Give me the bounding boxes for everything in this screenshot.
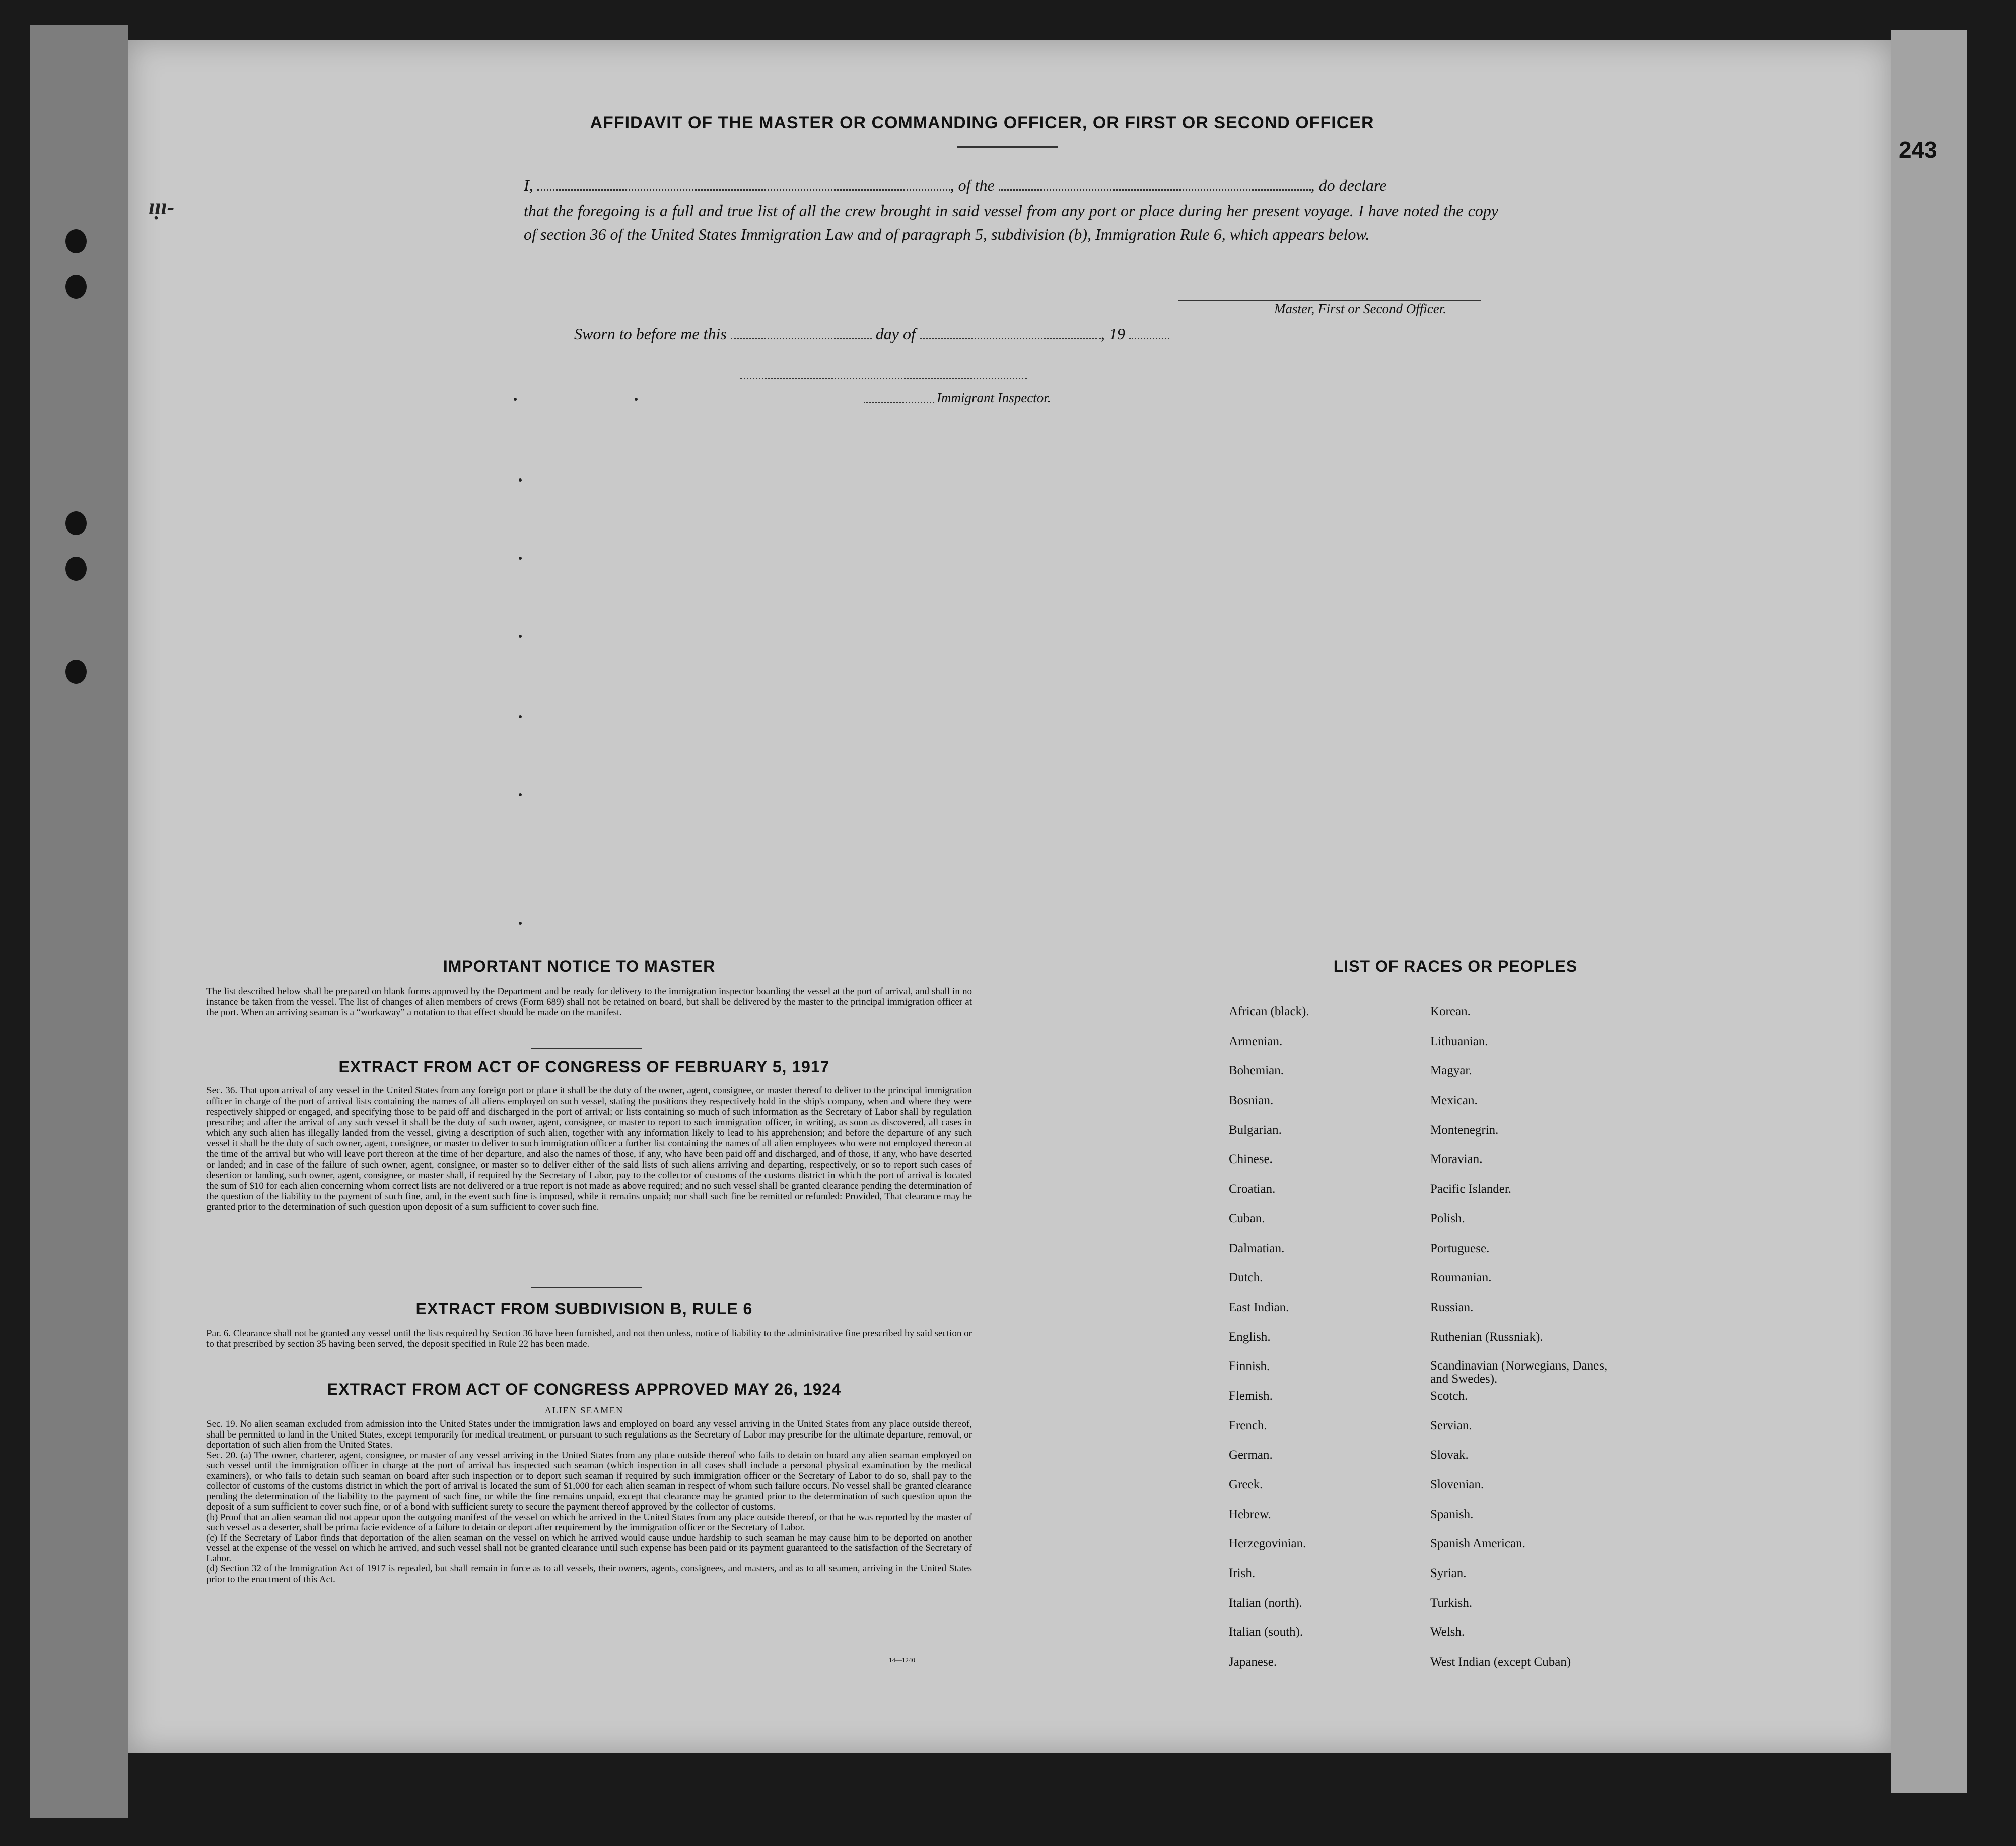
vessel-blank [999, 184, 1311, 191]
year-blank [1129, 333, 1169, 339]
bleedthrough-dot [514, 398, 517, 401]
extract3-paragraph: (c) If the Secretary of Labor finds that deportation of the alien seaman on the vessel on which he arrived would cause undue hardship to such seaman he may cause him to be deported on another vessel at the expense of the vessel on which he arrived, and such vessel shall not be granted clearance until such expense has been paid or its payment guaranteed to the satisfaction of the Secretary of Labor. [206, 1532, 972, 1564]
race-item: Italian (south). [1229, 1625, 1303, 1639]
extract2-body: Par. 6. Clearance shall not be granted any vessel until the lists required by Section 36 have been furnished, and not then unless, notice of liability to the administrative fine prescribed by said section or to that prescribed by section 35 having been served, the deposit specified in Rule 22 has been made. [206, 1328, 972, 1349]
race-item: Dutch. [1229, 1271, 1263, 1285]
race-item: Pacific Islander. [1430, 1182, 1512, 1196]
name-blank [537, 184, 950, 191]
race-item: Spanish. [1430, 1507, 1474, 1521]
race-item: German. [1229, 1448, 1273, 1462]
race-item: Irish. [1229, 1566, 1256, 1581]
race-item: Portuguese. [1430, 1241, 1490, 1255]
extract3-paragraph: (d) Section 32 of the Immigration Act of 1917 is repealed, but shall remain in force as to all vessels, their owners, agents, consignees, and masters, and as to all seamen, arriving in the United States prior to the enactment of this Act. [206, 1563, 972, 1585]
extract1-body: Sec. 36. That upon arrival of any vessel in the United States from any foreign port or place it shall be the duty of the owner, agent, consignee, or master thereof to deliver to the principal immigration officer in charge of the port of arrival lists containing the names of all aliens employed on such vessel, stating the positions they respectively hold in the ship's company, when and where they were respectively shipped or engaged, and specifying those to be paid off and discharged in the port of arrival; or lists containing so much of such information as the Secretary of Labor shall by regulation prescribe; and after the arrival of any such vessel it shall be the duty of such owner, agent, consignee, or master to report to such immigration officer, in writing, as soon as discovered, all cases in which any such alien has illegally landed from the vessel, giving a description of such alien, together with any information likely to lead to his apprehension; and before the departure of any such vessel it shall be the duty of such owner, agent, consignee, or master to deliver to such immigration officer a further list containing the names of all alien employees who were not employed thereon at the time of the arrival but who will leave port thereon at the time of her departure, and also the names of those, if any, who have been paid off and discharged, and of those, if any, who have deserted or landed; and in case of the failure of such owner, agent, consignee, or master so to deliver either of the said lists of such aliens arriving and departing, respectively, or so to report such cases of desertion or landing, such owner, agent, consignee, or master shall, if required by the Secretary of Labor, pay to the collector of customs of the customs district in which the port of arrival is located the sum of $10 for each alien concerning whom correct lists are not delivered or a true report is not made as above required; and no such vessel shall be granted clearance pending the determination of the question of the liability to the payment of such fine, and, in the event such fine is imposed, while it remains unpaid; nor shall such fine be remitted or refunded: Provided, That clearance may be granted prior to the determination of such question upon deposit of a sum sufficient to cover such fine. [206, 1085, 972, 1212]
extract3-paragraph: Sec. 20. (a) The owner, charterer, agent, consignee, or master of any vessel arriving in the United States from any place outside thereof who fails to detain on board any alien seaman employed on such vessel until the immigration officer in charge at the port of arrival has inspected such seaman (which inspection in all cases shall include a personal physical examination by the medical examiners), or who fails to detain such seaman on board after such inspection or to deport such seaman if required by such immigration officer or the Secretary of Labor to do so, shall pay to the collector of customs of the customs district in which the port of arrival is located the sum of $1,000 for each alien seaman in respect of whom such failure occurs. No vessel shall be granted clearance pending the determination of the liability to the payment of such fine, or while the fine remains unpaid, except that clearance may be granted prior to the determination of such question upon the deposit of a sum sufficient to cover such fine, or of a bond with sufficient surety to secure the payment thereof approved by the collector of customs. [206, 1450, 972, 1512]
notice-title: IMPORTANT NOTICE TO MASTER [443, 957, 716, 975]
binder-hole [65, 275, 87, 299]
bleedthrough-dot [519, 793, 522, 796]
page-number: 243 [1899, 136, 1937, 163]
race-item: Welsh. [1430, 1625, 1465, 1639]
race-item: Syrian. [1430, 1566, 1467, 1581]
sworn-statement [574, 325, 1169, 344]
affidavit-title: AFFIDAVIT OF THE MASTER OR COMMANDING OFFICER, OR FIRST OR SECOND OFFICER [590, 113, 1374, 132]
affidavit-paragraph: that the foregoing is a full and true list of all the crew brought in said vessel from any port or place during her present voyage. I have noted the copy of section 36 of the United States Immigration Law and of paragraph 5, subdivision (b), Immigration Rule 6, which appears below. [524, 201, 1498, 243]
race-item: Italian (north). [1229, 1596, 1302, 1610]
form-number: 14—1240 [889, 1656, 915, 1664]
signature-label: Master, First or Second Officer. [1274, 301, 1446, 316]
race-item: Cuban. [1229, 1211, 1265, 1225]
bleedthrough-dot [519, 715, 522, 718]
race-item: Slovenian. [1430, 1478, 1484, 1491]
race-item: Scotch. [1430, 1389, 1468, 1403]
sworn-start: Sworn to before me this [574, 325, 727, 343]
race-item: West Indian (except Cuban) [1430, 1655, 1571, 1669]
race-item: English. [1229, 1330, 1271, 1344]
races-list-right [1430, 1005, 1622, 1685]
affidavit-line1-mid: , of the [950, 176, 995, 194]
race-item: African (black). [1229, 1005, 1309, 1018]
race-item: Dalmatian. [1229, 1241, 1285, 1255]
race-item: Montenegrin. [1430, 1123, 1499, 1137]
bleedthrough-dot [519, 922, 522, 925]
race-item: Armenian. [1229, 1034, 1283, 1048]
title-rule [957, 146, 1058, 148]
extract3-subtitle: ALIEN SEAMEN [544, 1405, 624, 1415]
inspector-signature-line [740, 378, 1027, 379]
race-item: Greek. [1229, 1478, 1263, 1491]
sworn-end: , 19 [1100, 325, 1125, 343]
race-item: Mexican. [1430, 1093, 1478, 1108]
race-item: Japanese. [1229, 1655, 1277, 1669]
section-divider [531, 1287, 642, 1288]
race-item: Bohemian. [1229, 1064, 1284, 1078]
binder-hole [65, 557, 87, 581]
binder-hole [65, 229, 87, 253]
inspector-label: Immigrant Inspector. [937, 390, 1051, 405]
race-item: Finnish. [1229, 1359, 1270, 1374]
race-item: Korean. [1430, 1005, 1471, 1018]
notice-body: The list described below shall be prepared on blank forms approved by the Department and be ready for delivery to the immigration inspector boarding the vessel at the port of arrival, and shall in no instance be taken from the vessel. The list of changes of alien members of crews (Form 689) shall not be retained on board, but shall be delivered by the master to the principal immigration officer at the port. When an arriving seaman is a “workaway” a notation to that effect should be made on the manifest. [206, 986, 972, 1018]
affidavit-declaration-line [524, 176, 1386, 195]
race-item: Flemish. [1229, 1389, 1273, 1403]
bleedthrough-dot [635, 398, 638, 401]
race-item: French. [1229, 1418, 1267, 1432]
binder-hole [65, 660, 87, 684]
race-item: Bulgarian. [1229, 1123, 1282, 1137]
race-item: Turkish. [1430, 1596, 1473, 1610]
inspector-rule [864, 402, 934, 403]
race-item: East Indian. [1229, 1300, 1289, 1314]
underlying-page-edge [1891, 30, 1967, 1793]
race-item: Chinese. [1229, 1152, 1273, 1167]
bleedthrough-dot [519, 557, 522, 560]
sworn-mid: day of [875, 325, 916, 343]
race-item: Hebrew. [1229, 1507, 1271, 1521]
extract1-title: EXTRACT FROM ACT OF CONGRESS OF FEBRUARY 5, 1917 [338, 1058, 830, 1076]
day-blank [731, 333, 872, 339]
race-item: Magyar. [1430, 1064, 1472, 1078]
race-item: Scandinavian (Norwegians, Danes, and Swedes). [1430, 1359, 1608, 1386]
extract3-paragraph: (b) Proof that an alien seaman did not appear upon the outgoing manifest of the vessel on which he arrived in the United States from any place outside thereof, or that he was reported by the master of such vessel as a deserter, shall be prima facie evidence of a failure to detain or deport after requirement by the immigration officer or the Secretary of Labor. [206, 1512, 972, 1533]
race-item: Servian. [1430, 1418, 1472, 1432]
race-item: Polish. [1430, 1211, 1465, 1225]
bleedthrough-dot [519, 635, 522, 638]
race-item: Slovak. [1430, 1448, 1469, 1462]
race-item: Spanish American. [1430, 1537, 1525, 1551]
affidavit-line1-start: I, [524, 176, 533, 194]
race-item: Herzegovinian. [1229, 1537, 1306, 1551]
month-blank [920, 333, 1101, 339]
races-title: LIST OF RACES OR PEOPLES [1333, 957, 1578, 975]
affidavit-line1-end: , do declare [1310, 176, 1387, 194]
races-list-left [1229, 1005, 1309, 1685]
race-item: Croatian. [1229, 1182, 1276, 1196]
extract3-paragraph: Sec. 19. No alien seaman excluded from admission into the United States under the immigration laws and employed on board any vessel arriving in the United States from any place outside thereof, shall be permitted to land in the United States, except temporarily for medical treatment, or pursuant to such regulations as the Secretary of Labor may prescribe for the ultimate departure, removal, or deportation of such alien from the United States. [206, 1419, 972, 1450]
margin-mark: ıᴉı- [149, 194, 175, 219]
race-item: Lithuanian. [1430, 1034, 1488, 1048]
extract2-title: EXTRACT FROM SUBDIVISION B, RULE 6 [415, 1300, 753, 1318]
race-item: Moravian. [1430, 1152, 1483, 1167]
extract3-title: EXTRACT FROM ACT OF CONGRESS APPROVED MAY 26, 1924 [327, 1380, 842, 1398]
extract3-body [206, 1419, 972, 1585]
binder-hole [65, 511, 87, 535]
race-item: Ruthenian (Russniak). [1430, 1330, 1543, 1344]
race-item: Russian. [1430, 1300, 1474, 1314]
race-item: Roumanian. [1430, 1271, 1492, 1285]
section-divider [531, 1048, 642, 1049]
race-item: Bosnian. [1229, 1093, 1274, 1108]
bleedthrough-dot [519, 478, 522, 482]
